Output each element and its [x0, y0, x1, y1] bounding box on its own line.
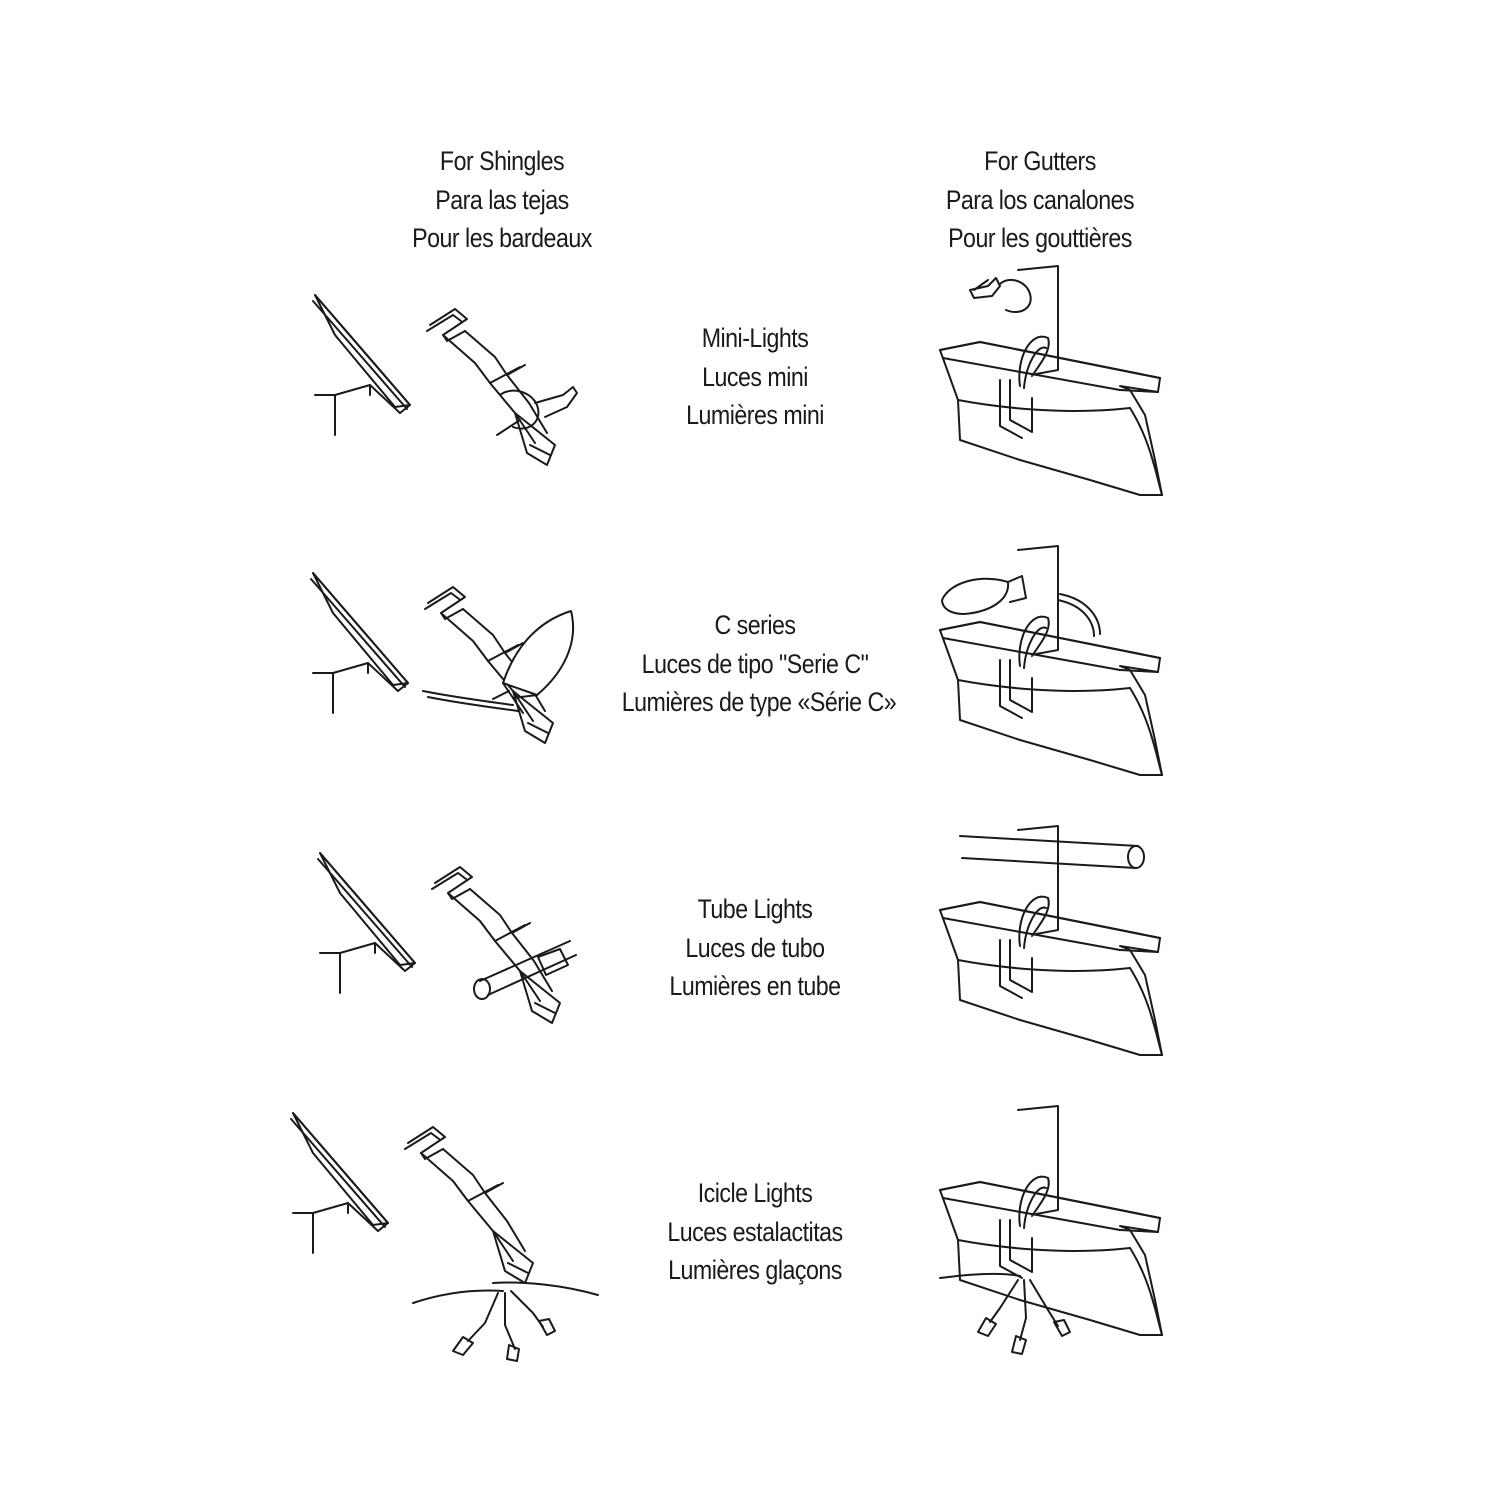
shingle-icicle-light-illustration [291, 1113, 598, 1361]
gutters-header-fr: Pour les gouttières [948, 223, 1132, 253]
gutter-icicle-light-illustration [940, 1106, 1162, 1354]
row-label-fr: Lumières mini [686, 400, 824, 430]
shingles-header-es: Para las tejas [435, 184, 569, 215]
shingle-mini-light-illustration [313, 295, 577, 465]
shingle-tube-light-illustration [318, 853, 576, 1023]
gutters-header-es: Para los canalones [945, 184, 1135, 215]
row-label-es: Luces mini [702, 361, 808, 392]
gutter-tube-light-illustration [940, 826, 1162, 1055]
row-label-fr: Lumières de type «Série C» [621, 687, 897, 717]
shingles-header-en: For Shingles [439, 146, 565, 176]
row-label-es: Luces de tipo "Serie C" [641, 648, 869, 679]
row-label-en: Mini-Lights [701, 323, 809, 353]
row-label-en: Tube Lights [697, 894, 813, 924]
gutter-mini-light-illustration [940, 266, 1162, 495]
gutter-c-series-illustration [940, 546, 1162, 775]
gutters-header-en: For Gutters [984, 146, 1096, 176]
row-label-fr: Lumières glaçons [668, 1255, 842, 1285]
shingle-c-series-illustration [311, 573, 573, 743]
row-label-es: Luces de tubo [685, 932, 825, 963]
row-label-fr: Lumières en tube [669, 971, 841, 1001]
row-label-en: Icicle Lights [697, 1178, 813, 1208]
row-label-es: Luces estalactitas [667, 1216, 843, 1247]
shingles-header-fr: Pour les bardeaux [412, 223, 592, 253]
row-label-en: C series [714, 610, 796, 640]
